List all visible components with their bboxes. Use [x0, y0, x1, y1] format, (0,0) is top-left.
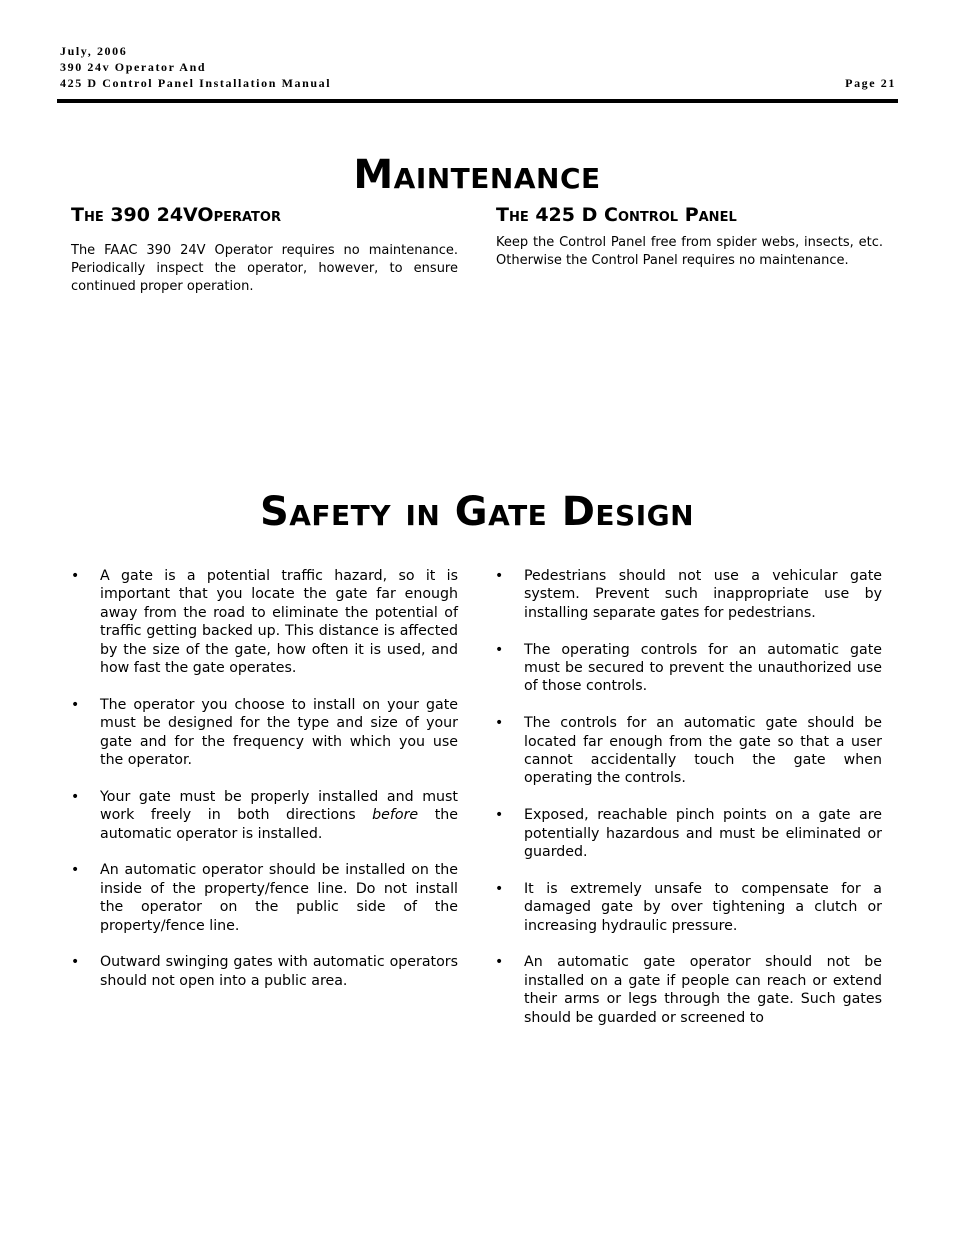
emphasis-text: before	[372, 807, 419, 824]
header-divider	[57, 99, 898, 103]
control-panel-heading: The 425 D Control Panel	[496, 204, 737, 226]
list-item-text: Outward swinging gates with automatic operators should not open into a public area.	[100, 954, 458, 989]
bullet-icon: •	[495, 641, 504, 658]
list-item	[71, 788, 458, 843]
bullet-icon: •	[495, 568, 504, 584]
list-item-text: Exposed, reachable pinch points on a gate are potentially hazardous and must be eliminated or guarded.	[524, 807, 882, 861]
bullet-icon: •	[71, 862, 80, 879]
operator-maintenance-text: The FAAC 390 24V Operator requires no maintenance. Periodically inspect the operator, however, to ensure continued proper operation.	[71, 243, 458, 294]
list-item-text: An automatic operator should be installed on the inside of the property/fence line. Do not install the operator on the public side of the property/fence line.	[100, 862, 458, 934]
list-item-text-after: the automatic operator is installed.	[100, 807, 458, 842]
list-item	[71, 696, 458, 770]
list-item-text: The operating controls for an automatic gate must be secured to prevent the unauthorized use of those controls.	[524, 641, 882, 695]
list-item-text: Pedestrians should not use a vehicular gate system. Prevent such inappropriate use by installing separate gates for pedestrians.	[524, 568, 882, 621]
bullet-icon: •	[495, 954, 504, 971]
list-item	[495, 953, 882, 1027]
safety-list-right	[495, 567, 882, 1045]
list-item-text: A gate is a potential traffic hazard, so it is important that you locate the gate far enough away from the road to eliminate the potential of traffic getting backed up. This distance is affected by the size of the gate, how often it is used, and how fast the gate operates.	[100, 568, 458, 677]
page-header	[60, 43, 896, 91]
list-item	[71, 861, 458, 935]
bullet-icon: •	[71, 954, 80, 971]
list-item	[71, 953, 458, 990]
list-item	[495, 806, 882, 861]
page-number: Page 21	[845, 76, 896, 90]
header-info	[60, 43, 896, 91]
list-item	[495, 641, 882, 696]
list-item	[495, 714, 882, 788]
list-item-text: An automatic gate operator should not be installed on a gate if people can reach or extend their arms or legs through the gate. Such gates should be guarded or screened to	[524, 954, 882, 1026]
header-product: 390 24v Operator And	[60, 60, 207, 74]
header-manual: 425 D Control Panel Installation Manual	[60, 76, 332, 90]
bullet-icon: •	[495, 715, 504, 732]
bullet-icon: •	[495, 807, 504, 824]
safety-title: Safety in Gate Design	[259, 489, 695, 535]
bullet-icon: •	[71, 788, 80, 805]
list-item-text: The operator you choose to install on your gate must be designed for the type and size of your gate and for the frequency with which you use the operator.	[100, 696, 458, 769]
bullet-icon: •	[495, 880, 504, 897]
bullet-icon: •	[71, 696, 80, 713]
operator-heading: The 390 24VOperator	[71, 204, 281, 226]
bullet-icon: •	[71, 568, 80, 584]
safety-list-left	[71, 567, 458, 1009]
list-item-text: The controls for an automatic gate should be located far enough from the gate so that a user cannot accidentally touch the gate when operating the controls.	[524, 715, 882, 787]
list-item	[495, 567, 882, 622]
maintenance-title: Maintenance	[353, 152, 601, 198]
list-item-text: It is extremely unsafe to compensate for a damaged gate by over tightening a clutch or increasing hydraulic pressure.	[524, 880, 882, 934]
list-item	[71, 567, 458, 677]
header-date: July, 2006	[60, 44, 128, 58]
list-item	[495, 880, 882, 935]
list-item-text	[100, 788, 458, 843]
list-item-text-before: Your gate must be properly installed and must work freely in both directions	[100, 788, 458, 824]
control-panel-maintenance-text: Keep the Control Panel free from spider webs, insects, etc. Otherwise the Control Panel requires no maintenance.	[496, 235, 883, 268]
